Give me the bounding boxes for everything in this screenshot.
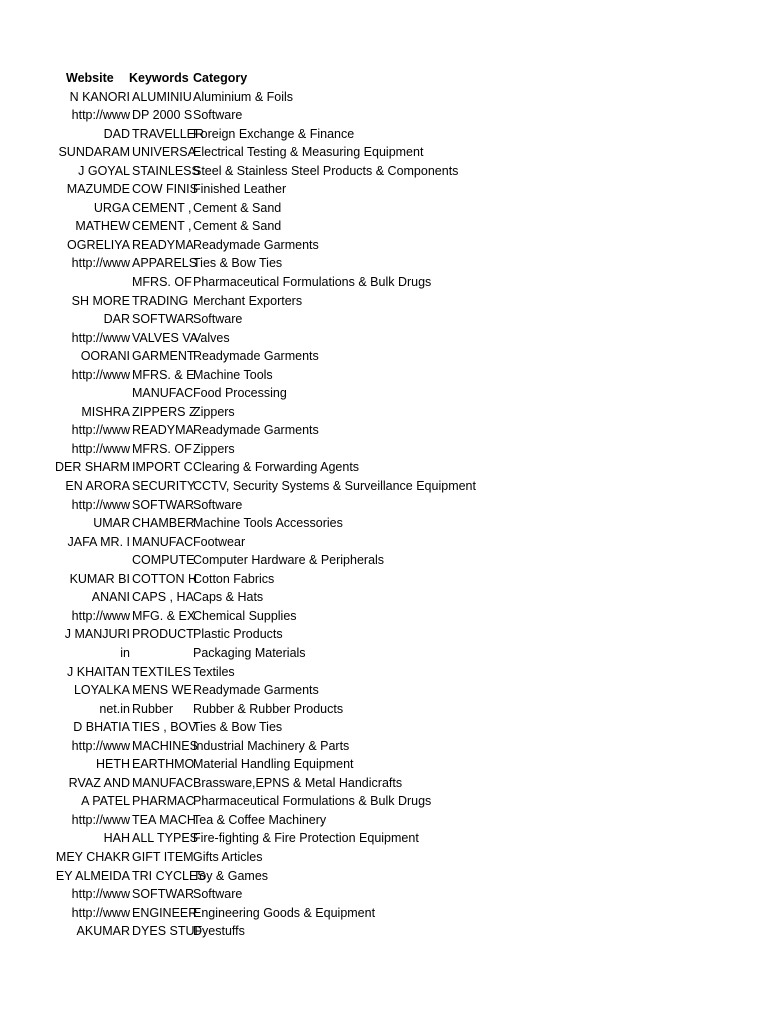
website-text: http://www	[71, 423, 130, 438]
website-text: http://www	[71, 497, 130, 512]
keywords-cell[interactable]: TEA MACH	[132, 812, 196, 827]
category-cell[interactable]: Software	[193, 312, 243, 327]
keywords-cell[interactable]: GIFT ITEM	[132, 849, 194, 864]
category-cell[interactable]: Material Handling Equipment	[193, 757, 354, 772]
table-row	[0, 403, 768, 422]
keywords-cell[interactable]: MANUFAC	[132, 386, 194, 401]
category-cell[interactable]: Ties & Bow Ties	[193, 720, 283, 735]
category-cell[interactable]: Machine Tools Accessories	[193, 516, 343, 531]
website-text: http://www	[71, 812, 130, 827]
keywords-cell[interactable]: TRI CYCLES	[132, 868, 206, 883]
website-cell[interactable]	[0, 477, 130, 496]
website-text: SH MORE	[71, 293, 130, 308]
table-row	[0, 885, 768, 904]
keywords-cell[interactable]: APPARELS	[132, 256, 198, 271]
website-cell[interactable]	[0, 236, 130, 255]
header-keywords[interactable]: Keywords	[129, 71, 189, 85]
keywords-cell[interactable]: SOFTWAR	[132, 887, 195, 902]
keywords-cell[interactable]: CHAMBER	[132, 516, 195, 531]
website-cell[interactable]	[0, 254, 130, 273]
category-cell[interactable]: Food Processing	[193, 386, 287, 401]
keywords-cell[interactable]: UNIVERSA	[132, 145, 196, 160]
category-cell[interactable]: Footwear	[193, 534, 246, 549]
header-website[interactable]: Website	[66, 71, 114, 85]
category-cell[interactable]: Industrial Machinery & Parts	[193, 738, 350, 753]
table-row	[0, 254, 768, 273]
category-cell[interactable]: Readymade Garments	[193, 349, 319, 364]
website-text: LOYALKA	[73, 683, 130, 698]
website-text: D BHATIA	[73, 720, 130, 735]
keywords-cell[interactable]: ENGINEER	[132, 905, 198, 920]
website-cell[interactable]	[0, 570, 130, 589]
table-row	[0, 143, 768, 162]
table-row	[0, 811, 768, 830]
website-cell[interactable]	[0, 347, 130, 366]
category-cell[interactable]: Software	[193, 887, 243, 902]
table-row	[0, 106, 768, 125]
category-cell[interactable]: Tea & Coffee Machinery	[193, 812, 327, 827]
website-cell[interactable]	[0, 106, 130, 125]
table-row	[0, 718, 768, 737]
website-text: URGA	[93, 200, 130, 215]
website-cell[interactable]	[0, 774, 130, 793]
category-cell[interactable]: Merchant Exporters	[193, 293, 303, 308]
table-row	[0, 644, 768, 663]
website-text: MISHRA	[81, 404, 130, 419]
category-cell[interactable]: Zippers	[193, 404, 235, 419]
keywords-cell[interactable]: MFRS. & E	[132, 367, 195, 382]
category-cell[interactable]: Foreign Exchange & Finance	[193, 126, 355, 141]
keywords-cell[interactable]: MACHINES	[132, 738, 198, 753]
website-cell[interactable]	[0, 125, 130, 144]
category-cell[interactable]: Finished Leather	[193, 182, 287, 197]
category-cell[interactable]: Valves	[193, 330, 230, 345]
keywords-cell[interactable]: GARMENT	[132, 349, 195, 364]
table-row	[0, 551, 768, 570]
keywords-cell[interactable]: READYMA	[132, 423, 194, 438]
website-cell[interactable]	[0, 718, 130, 737]
category-cell[interactable]: Textiles	[193, 664, 235, 679]
keywords-cell[interactable]: IMPORT C	[132, 460, 193, 475]
data-rows	[0, 88, 768, 941]
website-cell[interactable]	[0, 848, 130, 867]
table-row	[0, 125, 768, 144]
website-text: MAZUMDE	[66, 182, 130, 197]
table-row	[0, 755, 768, 774]
keywords-cell[interactable]: PHARMAC	[132, 794, 195, 809]
table-row	[0, 867, 768, 886]
category-cell[interactable]: Readymade Garments	[193, 423, 319, 438]
keywords-cell[interactable]: EARTHMO	[132, 757, 195, 772]
table-row	[0, 236, 768, 255]
website-text: JAFA MR. I	[67, 534, 130, 549]
category-cell[interactable]: Packaging Materials	[193, 645, 306, 660]
table-row	[0, 588, 768, 607]
keywords-cell[interactable]: STAINLESS	[132, 163, 200, 178]
table-row	[0, 681, 768, 700]
website-cell[interactable]	[0, 904, 130, 923]
category-cell[interactable]: Machine Tools	[193, 367, 273, 382]
website-cell[interactable]	[0, 88, 130, 107]
website-text: http://www	[71, 330, 130, 345]
website-text: RVAZ AND	[68, 775, 130, 790]
table-row	[0, 88, 768, 107]
website-text: KUMAR BI	[69, 571, 130, 586]
website-cell[interactable]	[0, 737, 130, 756]
website-cell[interactable]	[0, 514, 130, 533]
keywords-cell[interactable]: MFRS. OF	[132, 275, 192, 290]
website-cell[interactable]	[0, 885, 130, 904]
website-text: http://www	[71, 441, 130, 456]
website-cell[interactable]	[0, 533, 130, 552]
keywords-cell[interactable]: DYES STUF	[132, 924, 203, 939]
website-text: http://www	[71, 905, 130, 920]
category-cell[interactable]: Plastic Products	[193, 627, 283, 642]
category-cell[interactable]: Zippers	[193, 441, 235, 456]
website-text: AKUMAR	[76, 924, 130, 939]
table-row	[0, 533, 768, 552]
table-row	[0, 384, 768, 403]
category-cell[interactable]: Electrical Testing & Measuring Equipment	[193, 145, 424, 160]
table-row	[0, 162, 768, 181]
table-row	[0, 347, 768, 366]
category-cell[interactable]: Steel & Stainless Steel Products & Components	[193, 163, 459, 178]
category-cell[interactable]: Brassware,EPNS & Metal Handicrafts	[193, 775, 403, 790]
table-row	[0, 496, 768, 515]
category-cell[interactable]: Toy & Games	[193, 868, 269, 883]
keywords-cell[interactable]: MFG. & EX	[132, 608, 196, 623]
website-cell[interactable]	[0, 700, 130, 719]
website-cell[interactable]	[0, 588, 130, 607]
website-text: J GOYAL	[78, 163, 130, 178]
table-row	[0, 292, 768, 311]
keywords-cell[interactable]: MANUFAC	[132, 775, 194, 790]
table-row	[0, 199, 768, 218]
website-text: MATHEW	[75, 219, 130, 234]
table-row	[0, 737, 768, 756]
category-cell[interactable]: Engineering Goods & Equipment	[193, 905, 376, 920]
website-cell[interactable]	[0, 607, 130, 626]
website-text: http://www	[71, 108, 130, 123]
website-text: http://www	[71, 608, 130, 623]
category-cell[interactable]: Software	[193, 108, 243, 123]
table-row	[0, 570, 768, 589]
table-row	[0, 310, 768, 329]
website-text: SUNDARAM	[58, 145, 130, 160]
category-cell[interactable]: Readymade Garments	[193, 237, 319, 252]
website-text: MEY CHAKR	[55, 849, 130, 864]
website-cell[interactable]	[0, 829, 130, 848]
table-row	[0, 458, 768, 477]
category-cell[interactable]: Dyestuffs	[193, 924, 245, 939]
keywords-cell[interactable]: COW FINIS	[132, 182, 198, 197]
website-cell[interactable]	[0, 292, 130, 311]
table-row	[0, 625, 768, 644]
website-text: in	[120, 645, 130, 660]
keywords-cell[interactable]: DP 2000 S	[132, 108, 193, 123]
table-row	[0, 904, 768, 923]
category-cell[interactable]: Chemical Supplies	[193, 608, 297, 623]
website-cell[interactable]	[0, 458, 130, 477]
keywords-cell[interactable]: TIES , BOV	[132, 720, 197, 735]
website-text: J KHAITAN	[67, 664, 130, 679]
website-cell[interactable]	[0, 496, 130, 515]
keywords-cell[interactable]: TEXTILES	[132, 664, 192, 679]
category-cell[interactable]: Pharmaceutical Formulations & Bulk Drugs	[193, 794, 432, 809]
website-cell[interactable]	[0, 162, 130, 181]
spreadsheet	[0, 69, 768, 941]
table-row	[0, 273, 768, 292]
keywords-cell[interactable]: COMPUTE	[132, 553, 195, 568]
website-text: http://www	[71, 367, 130, 382]
table-row	[0, 180, 768, 199]
keywords-cell[interactable]: CEMENT ,	[132, 200, 192, 215]
keywords-cell[interactable]: CAPS , HA	[132, 590, 194, 605]
keywords-cell[interactable]: COTTON H	[132, 571, 198, 586]
website-cell[interactable]	[0, 644, 130, 663]
table-row	[0, 477, 768, 496]
website-text: OGRELIYA	[67, 237, 130, 252]
category-cell[interactable]: Cement & Sand	[193, 200, 282, 215]
header-category[interactable]: Category	[193, 71, 248, 85]
keywords-cell[interactable]: Rubber	[132, 701, 173, 716]
table-row	[0, 514, 768, 533]
category-cell[interactable]: Cement & Sand	[193, 219, 282, 234]
category-cell[interactable]: Pharmaceutical Formulations & Bulk Drugs	[193, 275, 432, 290]
category-cell[interactable]: Cotton Fabrics	[193, 571, 275, 586]
category-cell[interactable]: Ties & Bow Ties	[193, 256, 283, 271]
website-text: EY ALMEIDA	[55, 868, 130, 883]
website-cell[interactable]	[0, 329, 130, 348]
category-cell[interactable]: Computer Hardware & Peripherals	[193, 553, 385, 568]
keywords-cell[interactable]: READYMA	[132, 237, 194, 252]
table-row	[0, 774, 768, 793]
website-text: net.in	[99, 701, 130, 716]
website-text: OORANI	[80, 349, 130, 364]
category-cell[interactable]: Rubber & Rubber Products	[193, 701, 344, 716]
website-cell[interactable]	[0, 755, 130, 774]
category-cell[interactable]: Readymade Garments	[193, 683, 319, 698]
table-row	[0, 607, 768, 626]
website-cell[interactable]	[0, 143, 130, 162]
keywords-cell[interactable]: PRODUCT	[132, 627, 194, 642]
keywords-cell[interactable]: MANUFAC	[132, 534, 194, 549]
table-row	[0, 663, 768, 682]
table-row	[0, 922, 768, 941]
table-row	[0, 700, 768, 719]
website-cell[interactable]	[0, 366, 130, 385]
header-row	[0, 69, 768, 88]
category-cell[interactable]: Gifts Articles	[193, 849, 263, 864]
website-text: HETH	[95, 757, 130, 772]
website-cell[interactable]	[0, 867, 130, 886]
website-cell[interactable]	[0, 310, 130, 329]
website-cell[interactable]	[0, 180, 130, 199]
website-text: UMAR	[93, 516, 130, 531]
website-text: DAD	[103, 126, 130, 141]
category-cell[interactable]: CCTV, Security Systems & Surveillance Equipment	[193, 479, 476, 494]
website-text: EN ARORA	[65, 479, 130, 494]
website-cell[interactable]	[0, 403, 130, 422]
table-row	[0, 421, 768, 440]
website-text: DAR	[103, 312, 130, 327]
table-row	[0, 440, 768, 459]
website-text: J MANJURI	[64, 627, 130, 642]
website-text: A PATEL	[81, 794, 130, 809]
table-row	[0, 217, 768, 236]
category-cell[interactable]: Fire-fighting & Fire Protection Equipment	[193, 831, 419, 846]
keywords-cell[interactable]: MFRS. OF	[132, 441, 192, 456]
website-text: http://www	[71, 887, 130, 902]
keywords-cell[interactable]: MENS WE	[132, 683, 192, 698]
website-cell[interactable]	[0, 663, 130, 682]
website-text: http://www	[71, 256, 130, 271]
website-text: HAH	[103, 831, 130, 846]
website-cell[interactable]	[0, 792, 130, 811]
website-text: DER SHARM	[54, 460, 130, 475]
table-row	[0, 848, 768, 867]
keywords-cell[interactable]: TRAVELLER	[132, 126, 205, 141]
keywords-cell[interactable]: VALVES VA	[132, 330, 199, 345]
website-cell[interactable]	[0, 440, 130, 459]
table-row	[0, 366, 768, 385]
keywords-cell[interactable]: CEMENT ,	[132, 219, 192, 234]
category-cell[interactable]: Aluminium & Foils	[193, 89, 294, 104]
table-row	[0, 329, 768, 348]
website-cell[interactable]	[0, 217, 130, 236]
category-cell[interactable]: Caps & Hats	[193, 590, 264, 605]
keywords-cell[interactable]: SECURITY	[132, 479, 196, 494]
website-text: N KANORI	[69, 89, 130, 104]
keywords-cell[interactable]: SOFTWAR	[132, 497, 195, 512]
website-cell[interactable]	[0, 199, 130, 218]
category-cell[interactable]: Software	[193, 497, 243, 512]
keywords-cell[interactable]: ALUMINIU	[132, 89, 192, 104]
website-cell[interactable]	[0, 421, 130, 440]
category-cell[interactable]: Clearing & Forwarding Agents	[193, 460, 360, 475]
keywords-cell[interactable]: ALL TYPES	[132, 831, 199, 846]
keywords-cell[interactable]: TRADING	[132, 293, 189, 308]
table-row	[0, 792, 768, 811]
website-text: http://www	[71, 738, 130, 753]
keywords-cell[interactable]: ZIPPERS Z	[132, 404, 197, 419]
website-cell[interactable]	[0, 625, 130, 644]
keywords-cell[interactable]: SOFTWAR	[132, 312, 195, 327]
website-cell[interactable]	[0, 681, 130, 700]
table-row	[0, 829, 768, 848]
website-cell[interactable]	[0, 922, 130, 941]
website-text: ANANI	[91, 590, 130, 605]
website-cell[interactable]	[0, 811, 130, 830]
